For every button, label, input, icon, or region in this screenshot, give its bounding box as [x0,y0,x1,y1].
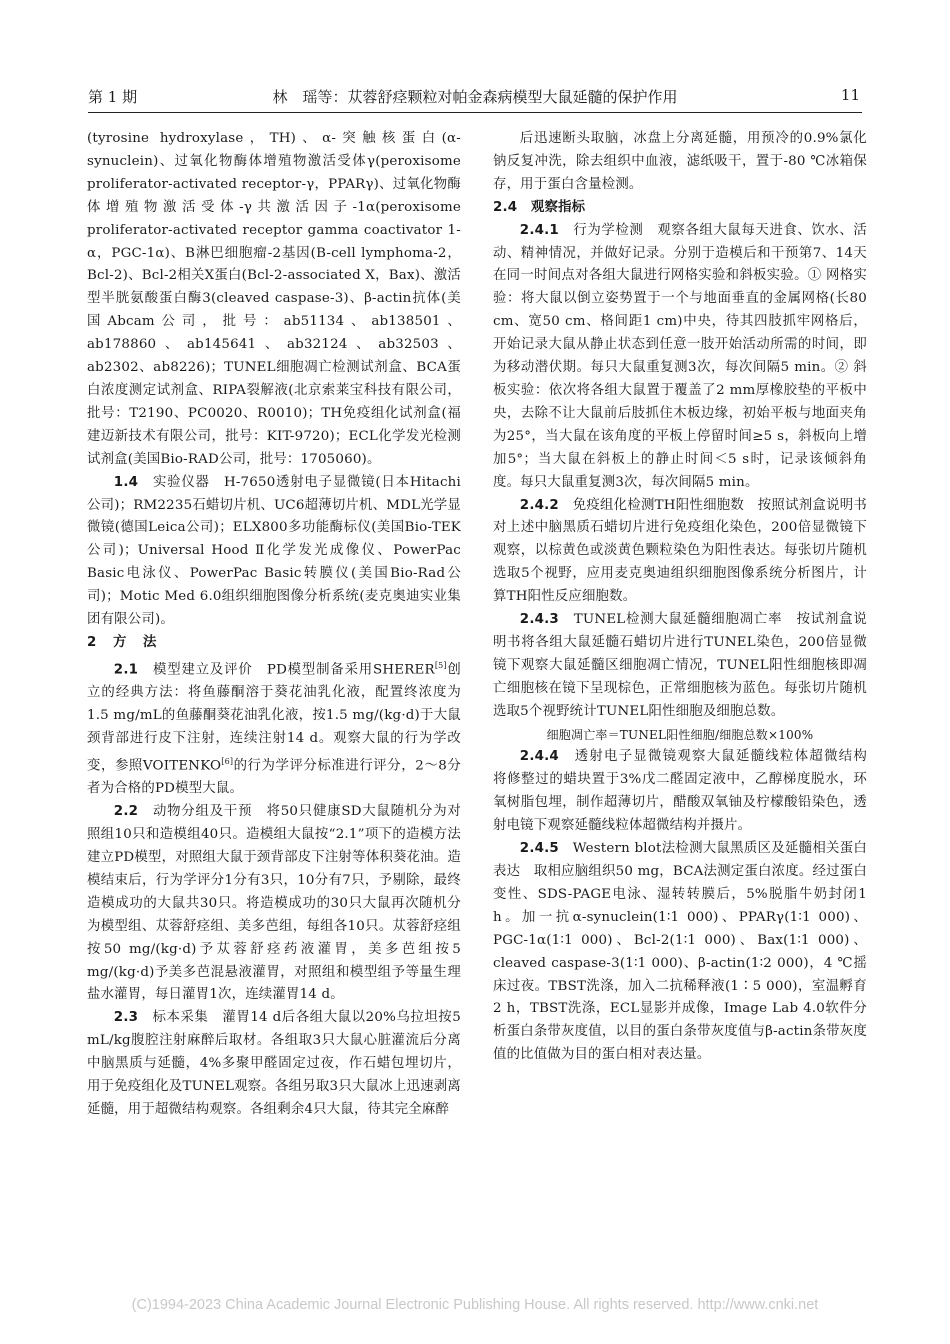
section-title: 免疫组化检测TH阳性细胞数 [572,497,745,513]
section-2-4-4 [493,746,867,838]
left-column [87,128,461,1122]
section-body: PD模型制备采用SHERER [266,662,435,678]
copyright-watermark: (C)1994-2023 China Academic Journal Electronic Publishing House. All rights reserved. http://www.cnki.net [131,1297,819,1313]
section-body: 按照试剂盒说明书对上述中脑黑质石蜡切片进行免疫组化染色，200倍显微镜下观察，以棕黄色或淡黄色颗粒染色为阳性表达。每张切片随机选取5个视野，应用麦克奥迪组织细胞图像系统分析图片，计算TH阳性反应细胞数。 [493,497,868,605]
section-2-2 [87,801,461,1007]
section-title: 模型建立及评价 [153,662,253,678]
section-number: 2.4.2 [519,497,559,513]
section-body: 取相应脑组织50 mg，BCA法测定蛋白浓度。经过蛋白变性、SDS-PAGE电泳、湿转转膜后，5%脱脂牛奶封闭1 h。加一抗α-synuclein(1∶1 000)、PPARγ(1∶1 000)、PGC-1α(1∶1 000)、Bcl-2(1∶1 000)、Bax(1∶1 000)、cleaved caspase-3(1∶1 000)、β-actin(1∶2 000)，4 ℃摇床过夜。TBST洗涤，加入二抗稀释液(1∶5 000)，室温孵育2 h，TBST洗涤，ECL显影并成像，Image Lab 4.0软件分析蛋白条带灰度值，以目的蛋白条带灰度值与β-actin条带灰度值的比值做为目的蛋白相对表达量。 [493,864,868,1063]
citation: [5] [434,660,447,670]
page-number: 11 [840,86,860,104]
section-number: 2.1 [113,662,139,678]
section-title: 透射电子显微镜观察大鼠延髓线粒体超微结构 [574,749,867,765]
section-number: 2.4.4 [519,749,559,765]
citation: [6] [221,756,234,766]
section-body: 的行为学评分标准进行评分，2～8分者为合格的PD模型大鼠。 [87,758,461,797]
section-body: 将修整过的蜡块置于3%戊二醛固定液中，乙醇梯度脱水，环氧树脂包埋，制作超薄切片，醋酸双氧铀及柠檬酸铅染色，透射电镜下观察延髓线粒体超微结构并摄片。 [493,772,867,834]
section-1-4 [87,472,461,632]
section-2-4-3 [493,609,867,724]
section-2-4-1 [493,220,867,495]
section-number: 1.4 [113,474,139,490]
section-body: 将50只健康SD大鼠随机分为对照组10只和造模组40只。造模组大鼠按“2.1”项下的造模方法建立PD模型，对照组大鼠于颈背部皮下注射等体积葵花油。造模结束后，行为学评分1分有3只，10分有7只，予剔除，最终造模成功的大鼠共30只。将造模成功的30只大鼠再次随机分为模型组、苁蓉舒痉组、美多芭组，每组各10只。苁蓉舒痉组按50 mg/(kg·d)予苁蓉舒痉药液灌胃，美多芭组按5 mg/(kg·d)予美多芭混悬液灌胃，对照组和模型组予等量生理盐水灌胃，每日灌胃1次，连续灌胃14 d。 [87,804,462,1003]
reagents-continued: (tyrosine hydroxylase，TH)、α-突触核蛋白(α-synuclein)、过氧化物酶体增殖物激活受体γ(peroxisome proliferator-activated receptor-γ，PPARγ)、过氧化物酶体增殖物激活受体-γ共激活因子-1α(peroxisome proliferator-activated receptor gamma coactivator 1-α，PGC-1α)、B淋巴细胞瘤-2基因(B-cell lymphoma-2，Bcl-2)、Bcl-2相关X蛋白(Bcl-2-associated X，Bax)、激活型半胱氨酸蛋白酶3(cleaved caspase-3)、β-actin抗体(美国Abcam公司，批号：ab51134、ab138501、ab178860、ab145641、ab32124、ab32503、ab2302、ab8226)；TUNEL细胞凋亡检测试剂盒、BCA蛋白浓度测定试剂盒、RIPA裂解液(北京索莱宝科技有限公司，批号：T2190、PC0020、R0010)；TH免疫组化试剂盒(福建迈新技术有限公司，批号：KIT-9720)；ECL化学发光检测试剂盒(美国Bio-RAD公司，批号：1705060)。 [87,131,461,467]
section-body: H-7650透射电子显微镜(日本Hitachi公司)；RM2235石蜡切片机、UC6超薄切片机、MDL光学显微镜(德国Leica公司)；ELX800多功能酶标仪(美国Bio-TEK公司)；Universal Hood Ⅱ化学发光成像仪、PowerPac Basic电泳仪、PowerPac Basic转膜仪(美国Bio-Rad公司)；Motic Med 6.0组织细胞图像分析系统(麦克奥迪实业集团有限公司)。 [87,474,461,628]
section-title: Western blot法检测大鼠黑质区及延髓相关蛋白表达 [493,841,867,879]
methods-heading: 2 方 法 [87,634,163,650]
section-number: 2.4.5 [519,841,559,857]
section-body: 观察各组大鼠每天进食、饮水、活动、精神情况，并做好记录。分别于造模后和干预第7、14天在同一时间点对各组大鼠进行网格实验和斜板实验。① 网格实验：将大鼠以倒立姿势置于一个与地面垂直的金属网格(长80 cm、宽50 cm、格间距1 cm)中央，待其四肢抓牢网格后，开始记录大鼠从静止状态到任意一肢开始活动所需的时间，即为移动潜伏期。每只大鼠重复测3次，每次间隔5 min。② 斜板实验：依次将各组大鼠置于覆盖了2 mm厚橡胶垫的平板中央，去除不让大鼠前后肢抓住木板边缘，初始平板与地面夹角为25°，当大鼠在该角度的平板上停留时间≥5 s，斜板向上增加5°；当大鼠在斜板上的静止时间＜5 s时，记录该倾斜角度。每只大鼠重复测3次，每次间隔5 min。 [493,222,868,490]
section-title: 动物分组及干预 [152,804,253,820]
section-2-4-5 [493,838,867,1067]
right-column [493,128,867,1067]
section-2-3 [87,1007,461,1122]
issue-number: 第 1 期 [88,88,138,106]
section-number: 2.2 [113,804,139,820]
section-number: 2.4.3 [519,612,559,628]
section-number: 2.4.1 [519,222,559,238]
section-title: 行为学检测 [573,222,644,238]
running-header [88,84,862,113]
section-title: TUNEL检测大鼠延髓细胞凋亡率 [573,612,783,628]
section-number: 2.3 [113,1010,139,1026]
section-2-1 [87,655,461,801]
running-title: 林 瑶等：苁蓉舒痉颗粒对帕金森病模型大鼠延髓的保护作用 [272,88,678,106]
section-title: 实验仪器 [152,474,210,490]
apoptosis-formula: 细胞凋亡率＝TUNEL阳性细胞/细胞总数×100% [546,727,814,742]
section-body: 灌胃14 d后各组大鼠以20%乌拉坦按5 mL/kg腹腔注射麻醉后取材。各组取3只大鼠心脏灌流后分离中脑黑质与延髓，4%多聚甲醛固定过夜，作石蜡包埋切片，用于免疫组化及TUNEL观察。各组另取3只大鼠冰上迅速剥离延髓，用于超微结构观察。各组剩余4只大鼠，待其完全麻醉 [87,1010,462,1117]
section-2-4-2 [493,495,867,610]
section-2-4-heading: 2.4 观察指标 [493,199,586,215]
section-body: 创立的经典方法：将鱼藤酮溶于葵花油乳化液，配置终浓度为1.5 mg/mL的鱼藤酮葵花油乳化液，按1.5 mg/(kg·d)于大鼠颈背部进行皮下注射，连续注射14 d。观察大鼠的行为学改变，参照VOITENKO [87,662,461,774]
section-2-3-continued: 后迅速断头取脑，冰盘上分离延髓，用预冷的0.9%氯化钠反复冲洗，除去组织中血液，滤纸吸干，置于-80 ℃冰箱保存，用于蛋白含量检测。 [493,131,867,192]
section-title: 标本采集 [152,1010,209,1026]
section-body: 按试剂盒说明书将各组大鼠延髓石蜡切片进行TUNEL染色，200倍显微镜下观察大鼠延髓区细胞凋亡情况，TUNEL阳性细胞核即凋亡细胞核在镜下呈现棕色，正常细胞核为蓝色。每张切片随机选取5个视野统计TUNEL阳性细胞及细胞总数。 [493,612,868,719]
